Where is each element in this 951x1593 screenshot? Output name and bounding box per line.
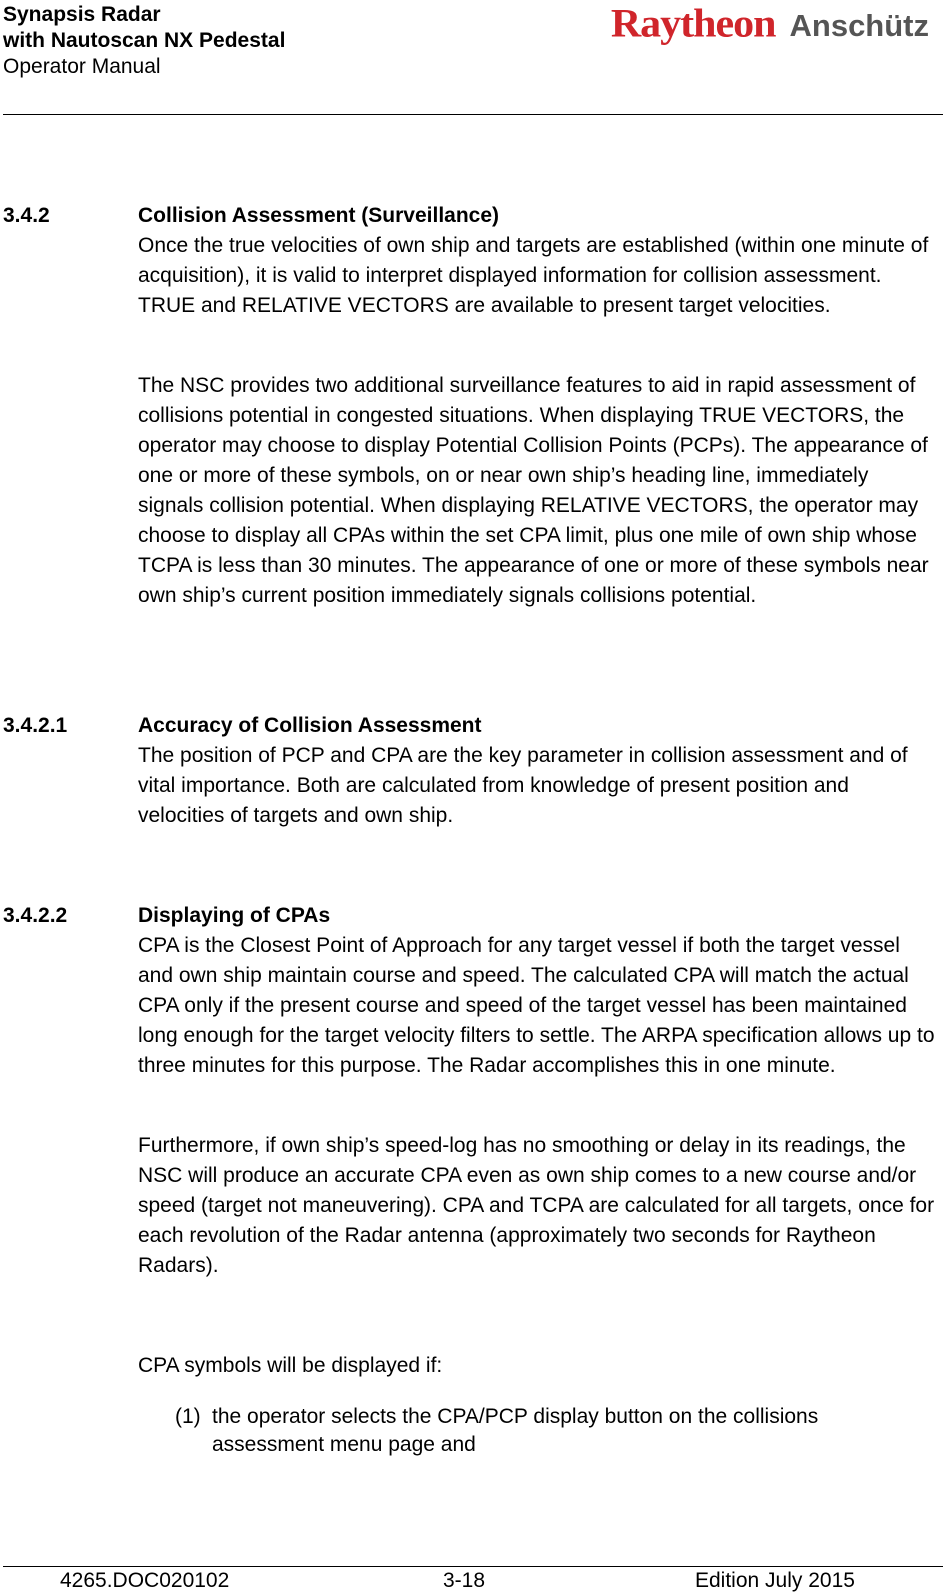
logo-raytheon-wordmark: Raytheon (610, 2, 776, 46)
paragraph: Furthermore, if own ship’s speed-log has no smoothing or delay in its readings, the NSC will produce an accurate CPA even as own ship comes to a new course and/or speed (target not maneuvering). CPA and TCPA are calculated for all targets, once for each revolution of the Radar antenna (approximately two seconds for Raytheon Radars). (138, 1134, 935, 1277)
raytheon-anschuetz-logo (611, 0, 929, 44)
section-number: 3.4.2.2 (3, 904, 68, 927)
footer-document-number: 4265.DOC020102 (60, 1569, 230, 1592)
page-footer (3, 1566, 943, 1592)
paragraph: Once the true velocities of own ship and targets are established (within one minute of acquisition), it is valid to interpret displayed information for collision assessment. TRUE and RELATIVE VECTORS are available to present target velocities. (138, 234, 929, 317)
paragraph: The position of PCP and CPA are the key parameter in collision assessment and of vital importance. Both are calculated from knowledge of present position and velocities of targets and own ship. (138, 744, 908, 827)
page-header (3, 0, 943, 115)
section-title: Displaying of CPAs (138, 904, 331, 927)
section-number: 3.4.2.1 (3, 714, 68, 737)
section-number: 3.4.2 (3, 204, 50, 227)
header-product-variant: with Nautoscan NX Pedestal (3, 29, 286, 52)
paragraph: The NSC provides two additional surveillance features to aid in rapid assessment of collisions potential in congested situations. When displaying TRUE VECTORS, the operator may choose to display Potential Collision Points (PCPs). The appearance of one or more of these symbols, on or near own ship’s heading line, immediately signals collision potential. When displaying RELATIVE VECTORS, the operator may choose to display all CPAs within the set CPA limit, plus one mile of own ship whose TCPA is less than 30 minutes. The appearance of one or more of these symbols near own ship’s current position immediately signals collisions potential. (138, 374, 929, 607)
list-item-text: the operator selects the CPA/PCP display button on the collisions assessment menu page and (212, 1405, 819, 1456)
footer-edition: Edition July 2015 (695, 1569, 855, 1592)
section-title: Collision Assessment (Surveillance) (138, 204, 500, 227)
logo-anschuetz-wordmark: Anschütz (789, 8, 929, 43)
header-title-block (3, 2, 285, 80)
section-title: Accuracy of Collision Assessment (138, 714, 482, 737)
footer-page-number: 3-18 (443, 1569, 486, 1592)
paragraph: CPA is the Closest Point of Approach for any target vessel if both the target vessel and own ship maintain course and speed. The calculated CPA will match the actual CPA only if the present course and speed of the target vessel has been maintained long enough for the target velocity filters to settle. The ARPA specification allows up to three minutes for this purpose. The Radar accomplishes this in one minute. (138, 934, 935, 1077)
header-product-name: Synapsis Radar (3, 3, 161, 26)
paragraph: CPA symbols will be displayed if: (138, 1354, 443, 1377)
list-item-number: (1) (175, 1405, 201, 1428)
header-document-type: Operator Manual (3, 55, 161, 78)
